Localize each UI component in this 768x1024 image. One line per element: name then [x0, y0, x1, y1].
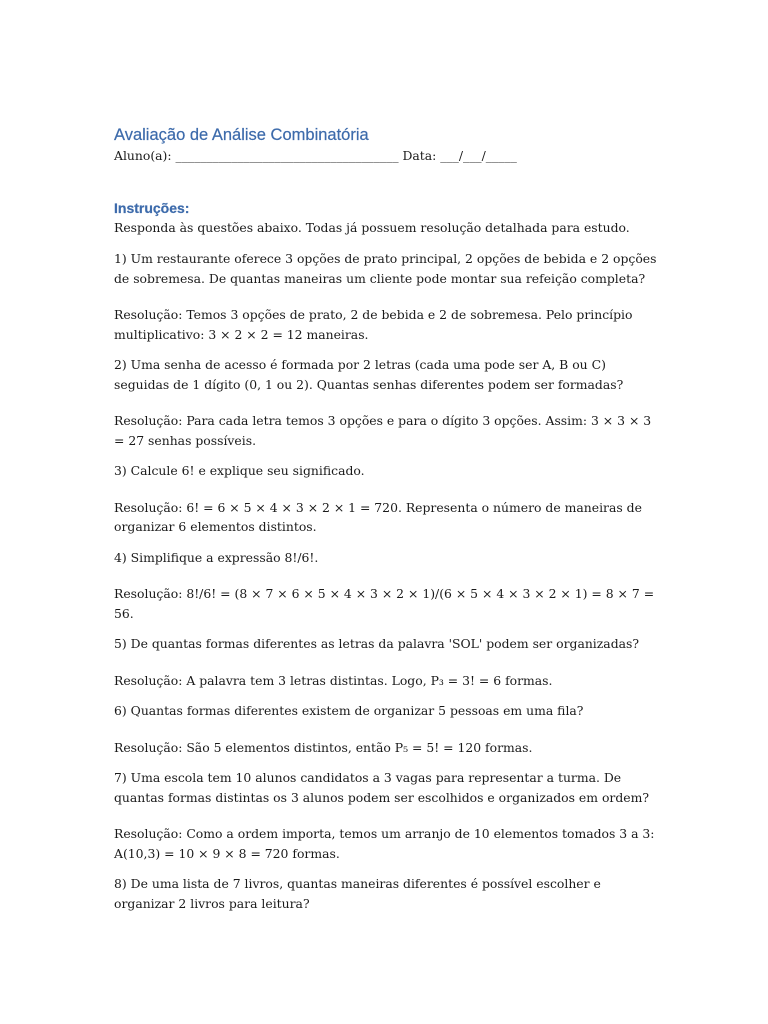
resolution-7: Resolução: Como a ordem importa, temos um arranjo de 10 elementos tomados 3 a 3: A(10,3) = 10 × 9 × 8 = 720 formas.: [114, 826, 655, 861]
resolution-3: Resolução: 6! = 6 × 5 × 4 × 3 × 2 × 1 = 720. Representa o número de maneiras de organizar 6 elementos distintos.: [114, 499, 642, 534]
question-4: 4) Simplifique a expressão 8!/6!.: [114, 549, 319, 565]
instructions-heading: Instruções:: [114, 199, 190, 216]
resolution-4: Resolução: 8!/6! = (8 × 7 × 6 × 5 × 4 × 3 × 2 × 1)/(6 × 5 × 4 × 3 × 2 × 1) = 8 × 7 = 56.: [114, 586, 655, 621]
resolution-1: Resolução: Temos 3 opções de prato, 2 de bebida e 2 de sobremesa. Pelo princípio multiplicativo: 3 × 2 × 2 = 12 maneiras.: [114, 307, 633, 342]
question-3: 3) Calcule 6! e explique seu significado.: [114, 463, 365, 478]
resolution-6: Resolução: São 5 elementos distintos, então P₅ = 5! = 120 formas.: [114, 739, 533, 755]
question-6: 6) Quantas formas diferentes existem de organizar 5 pessoas em uma fila?: [114, 703, 584, 718]
question-8: 8) De uma lista de 7 livros, quantas maneiras diferentes é possível escolher e organizar 2 livros para leitura?: [114, 876, 601, 911]
resolution-5: Resolução: A palavra tem 3 letras distintas. Logo, P₃ = 3! = 6 formas.: [114, 672, 553, 688]
question-5: 5) De quantas formas diferentes as letras da palavra 'SOL' podem ser organizadas?: [114, 636, 640, 651]
resolution-2: Resolução: Para cada letra temos 3 opções e para o dígito 3 opções. Assim: 3 × 3 × 3 = 27 senhas possíveis.: [114, 413, 652, 448]
document-title: Avaliação de Análise Combinatória: [114, 126, 369, 144]
question-7: 7) Uma escola tem 10 alunos candidatos a 3 vagas para representar a turma. De quantas formas distintas os 3 alunos podem ser escolhidos e organizados em ordem?: [114, 770, 649, 805]
document-page: [114, 124, 662, 913]
question-2: 2) Uma senha de acesso é formada por 2 letras (cada uma pode ser A, B ou C) seguidas de 1 dígito (0, 1 ou 2). Quantas senhas diferentes podem ser formadas?: [114, 357, 624, 392]
question-1: 1) Um restaurante oferece 3 opções de prato principal, 2 opções de bebida e 2 opções de sobremesa. De quantas maneiras um cliente pode montar sua refeição completa?: [114, 251, 657, 286]
student-line: Aluno(a): ____________________________________ Data: ___/___/_____: [114, 148, 517, 163]
instructions-text: Responda às questões abaixo. Todas já possuem resolução detalhada para estudo.: [114, 219, 630, 235]
